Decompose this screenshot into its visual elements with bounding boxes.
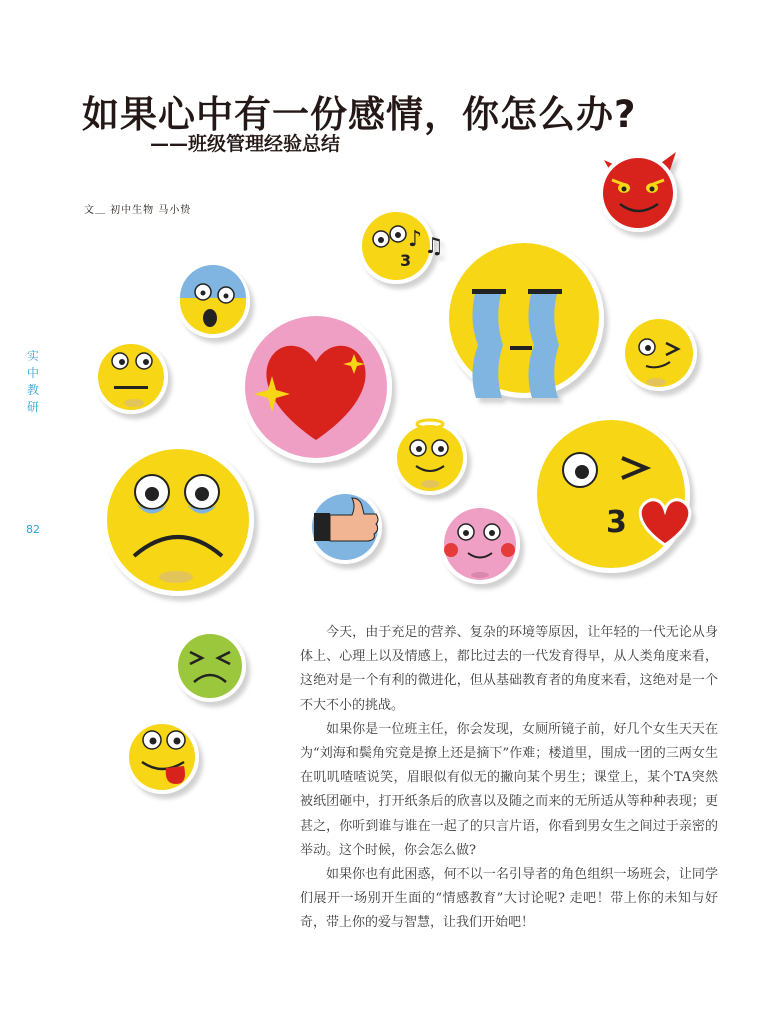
article-body: [300, 621, 718, 936]
svg-text:3: 3: [400, 251, 412, 270]
crying-emoji: [444, 238, 604, 398]
paragraph: 如果你也有此困惑，何不以一名引导者的角色组织一场班会，让同学们展开一场别开生面的“情感教育”大讨论呢? 走吧！带上你的未知与好奇，带上你的爱与智慧，让我们开始吧！: [300, 867, 718, 931]
blushing-emoji: [440, 504, 520, 584]
section-label-char: 教: [26, 383, 39, 397]
thumbs-up-emoji: [308, 490, 382, 564]
neutral-emoji: [94, 340, 168, 414]
svg-text:3: 3: [606, 505, 627, 540]
section-label-char: 研: [26, 400, 39, 414]
sad-emoji: [102, 444, 254, 596]
section-label-char: 实: [26, 349, 39, 363]
angel-emoji: [393, 420, 467, 495]
section-label-char: 中: [26, 366, 39, 380]
devil-emoji: [599, 152, 677, 232]
scared-emoji: [176, 264, 250, 338]
tongue-out-emoji: [125, 720, 199, 794]
article-subtitle: ——班级管理经验总结: [150, 133, 341, 155]
paragraph: 如果你是一位班主任，你会发现，女厕所镜子前，好几个女生天天在为“刘海和鬓角究竟是撩上还是摘下”作难；楼道里，围成一团的三两女生在叽叽喳喳说笑，眉眼似有似无的撇向某个男生；课堂上，某个TA突然被纸团砸中，打开纸条后的欣喜以及随之而来的无所适从等种种表现；更甚之，你听到谁与谁在一起了的只言片语，你看到男女生之间过于亲密的举动。这个时候，你会怎么做?: [300, 721, 718, 858]
paragraph: 今天，由于充足的营养、复杂的环境等原因，让年轻的一代无论从身体上、心理上以及情感上，都比过去的一代发育得早，从人类角度来看，这绝对是一个有利的微进化，但从基础教育者的角度来看，这绝对是一个不大不小的挑战。: [300, 625, 718, 713]
byline: 文＿ 初中生物 马小贽: [84, 205, 192, 216]
article-title: 如果心中有一份感情，你怎么办?: [82, 93, 637, 136]
svg-text:♪: ♪: [408, 227, 423, 252]
disgusted-emoji: [174, 630, 246, 702]
whistling-emoji: [358, 208, 444, 284]
winking-emoji: [621, 315, 697, 391]
kissing-emoji: [532, 415, 690, 573]
heart-emoji: [240, 311, 392, 463]
page-number: 82: [26, 523, 40, 536]
svg-text:♫: ♫: [424, 234, 444, 259]
